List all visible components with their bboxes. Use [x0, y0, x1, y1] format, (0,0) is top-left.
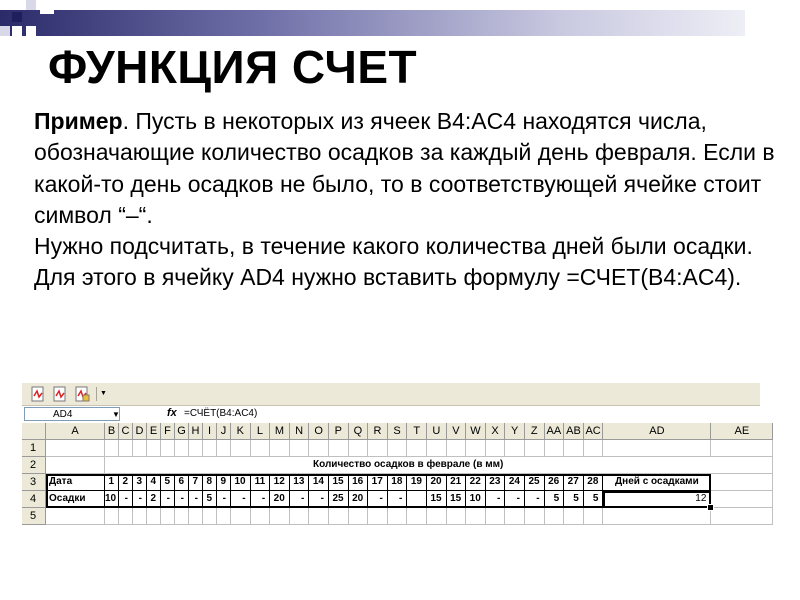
- cell-ad4-result[interactable]: 12: [603, 491, 711, 508]
- fill-handle[interactable]: [707, 504, 714, 511]
- cell-q5[interactable]: [349, 508, 369, 525]
- cell-s5[interactable]: [388, 508, 408, 525]
- deco-square-3: [40, 0, 54, 14]
- column-header-c[interactable]: C: [119, 423, 133, 440]
- cell-z1[interactable]: [525, 440, 545, 457]
- column-header-ab[interactable]: AB: [564, 423, 584, 440]
- cell-i1[interactable]: [203, 440, 217, 457]
- day-cell[interactable]: 25: [525, 474, 545, 491]
- cell-g5[interactable]: [175, 508, 189, 525]
- cell-t5[interactable]: [407, 508, 427, 525]
- precip-cell[interactable]: 15: [427, 491, 447, 508]
- deco-square-2: [26, 0, 36, 10]
- day-cell[interactable]: 20: [427, 474, 447, 491]
- slide-title: ФУНКЦИЯ СЧЕТ: [48, 41, 418, 93]
- column-header-f[interactable]: F: [161, 423, 175, 440]
- cell-a4-label[interactable]: Осадки: [46, 491, 105, 508]
- fx-icon[interactable]: fx: [167, 407, 177, 419]
- day-cell[interactable]: 12: [270, 474, 290, 491]
- cell-p1[interactable]: [329, 440, 349, 457]
- cell-o5[interactable]: [309, 508, 329, 525]
- day-cell[interactable]: 3: [133, 474, 147, 491]
- deco-square-6: [12, 26, 22, 36]
- name-box-dropdown-icon[interactable]: ▼: [112, 410, 120, 419]
- cell-ae4[interactable]: [711, 491, 773, 508]
- cell-p5[interactable]: [329, 508, 349, 525]
- name-box[interactable]: AD4: [24, 407, 120, 421]
- pdf-export-icon[interactable]: [52, 386, 68, 402]
- pdf-options-icon[interactable]: [74, 386, 90, 402]
- cell-i5[interactable]: [203, 508, 217, 525]
- day-cell[interactable]: 21: [447, 474, 467, 491]
- precip-cell[interactable]: -: [525, 491, 545, 508]
- deco-square-5: [26, 26, 36, 36]
- cell-c5[interactable]: [119, 508, 133, 525]
- precip-cell[interactable]: -: [119, 491, 133, 508]
- precip-cell[interactable]: -: [388, 491, 408, 508]
- cell-ab5[interactable]: [564, 508, 584, 525]
- cell-y5[interactable]: [505, 508, 525, 525]
- cell-a2[interactable]: [46, 457, 105, 474]
- day-cell[interactable]: 11: [251, 474, 271, 491]
- column-header-t[interactable]: T: [407, 423, 427, 440]
- cell-b1[interactable]: [105, 440, 119, 457]
- precip-cell[interactable]: 10: [466, 491, 486, 508]
- cell-ae5[interactable]: [711, 508, 773, 525]
- day-cell[interactable]: 14: [309, 474, 329, 491]
- column-header-u[interactable]: U: [427, 423, 447, 440]
- cell-n5[interactable]: [290, 508, 310, 525]
- precip-cell[interactable]: -: [161, 491, 175, 508]
- example-paragraph: [34, 106, 779, 231]
- cell-ad5[interactable]: [603, 508, 711, 525]
- day-cell[interactable]: 13: [290, 474, 310, 491]
- cell-t1[interactable]: [407, 440, 427, 457]
- day-cell[interactable]: 27: [564, 474, 584, 491]
- cell-x5[interactable]: [486, 508, 506, 525]
- cell-a3-label[interactable]: Дата: [46, 474, 105, 491]
- day-cell[interactable]: 10: [231, 474, 251, 491]
- cell-c1[interactable]: [119, 440, 133, 457]
- day-cell[interactable]: 2: [119, 474, 133, 491]
- cell-ae2[interactable]: [711, 457, 773, 474]
- cell-u5[interactable]: [427, 508, 447, 525]
- column-header-m[interactable]: M: [270, 423, 290, 440]
- precip-cell[interactable]: -: [175, 491, 189, 508]
- row-header-1[interactable]: 1: [22, 440, 46, 457]
- cell-h1[interactable]: [189, 440, 203, 457]
- deco-square-1: [12, 12, 22, 22]
- precip-cell[interactable]: [407, 491, 427, 508]
- precip-cell[interactable]: -: [133, 491, 147, 508]
- precip-cell[interactable]: 20: [349, 491, 369, 508]
- column-header-h[interactable]: H: [189, 423, 203, 440]
- precip-cell[interactable]: 5: [203, 491, 217, 508]
- column-header-aa[interactable]: AA: [545, 423, 565, 440]
- cell-j5[interactable]: [217, 508, 231, 525]
- cell-m5[interactable]: [270, 508, 290, 525]
- column-header-x[interactable]: X: [486, 423, 506, 440]
- precip-cell[interactable]: -: [368, 491, 388, 508]
- cell-m1[interactable]: [270, 440, 290, 457]
- chevron-down-icon[interactable]: ▼: [100, 390, 107, 397]
- column-header-a[interactable]: A: [46, 423, 105, 440]
- column-header-v[interactable]: V: [447, 423, 467, 440]
- day-cell[interactable]: 24: [505, 474, 525, 491]
- cell-r5[interactable]: [368, 508, 388, 525]
- day-cell[interactable]: 1: [105, 474, 119, 491]
- formula-input[interactable]: =СЧЁТ(B4:AC4): [184, 408, 258, 419]
- cell-e5[interactable]: [147, 508, 161, 525]
- row-header-5[interactable]: 5: [22, 508, 46, 525]
- cell-aa5[interactable]: [545, 508, 565, 525]
- column-header-w[interactable]: W: [466, 423, 486, 440]
- day-cell[interactable]: 18: [388, 474, 408, 491]
- cell-ad3-header[interactable]: Дней с осадками: [603, 474, 711, 491]
- example-text: . Пусть в некоторых из ячеек B4:AC4 находятся числа, обозначающие количество осадков за каждый день февраля. Если в какой-то день осадков не было, то в соответствующей ячейке стоит символ “–“.: [34, 108, 775, 228]
- column-header-p[interactable]: P: [329, 423, 349, 440]
- column-header-e[interactable]: E: [147, 423, 161, 440]
- column-header-ac[interactable]: AC: [584, 423, 604, 440]
- day-cell[interactable]: 26: [545, 474, 565, 491]
- pdf-icon[interactable]: [30, 386, 46, 402]
- precip-cell[interactable]: -: [505, 491, 525, 508]
- precip-cell[interactable]: 15: [447, 491, 467, 508]
- row-header-4[interactable]: 4: [22, 491, 46, 508]
- column-header-o[interactable]: O: [309, 423, 329, 440]
- deco-square-4: [0, 26, 10, 36]
- cell-d5[interactable]: [133, 508, 147, 525]
- column-header-j[interactable]: J: [217, 423, 231, 440]
- day-cell[interactable]: 19: [407, 474, 427, 491]
- cell-h5[interactable]: [189, 508, 203, 525]
- cell-ac5[interactable]: [584, 508, 604, 525]
- cell-ad1[interactable]: [603, 440, 711, 457]
- day-cell[interactable]: 6: [175, 474, 189, 491]
- spreadsheet-screenshot: [22, 383, 760, 528]
- day-cell[interactable]: 23: [486, 474, 506, 491]
- cell-n1[interactable]: [290, 440, 310, 457]
- cell-r1[interactable]: [368, 440, 388, 457]
- day-cell[interactable]: 16: [349, 474, 369, 491]
- cell-d1[interactable]: [133, 440, 147, 457]
- column-header-s[interactable]: S: [388, 423, 408, 440]
- precip-cell[interactable]: 5: [545, 491, 565, 508]
- column-header-k[interactable]: K: [231, 423, 251, 440]
- precip-cell[interactable]: 20: [270, 491, 290, 508]
- cell-o1[interactable]: [309, 440, 329, 457]
- column-header-z[interactable]: Z: [525, 423, 545, 440]
- column-header-y[interactable]: Y: [505, 423, 525, 440]
- cell-w1[interactable]: [466, 440, 486, 457]
- row-header-2[interactable]: 2: [22, 457, 46, 474]
- header-gradient-bar: [0, 10, 745, 36]
- column-header-r[interactable]: R: [368, 423, 388, 440]
- precip-cell[interactable]: 5: [584, 491, 604, 508]
- cell-g1[interactable]: [175, 440, 189, 457]
- column-header-ad[interactable]: AD: [603, 423, 711, 440]
- precip-cell[interactable]: -: [251, 491, 271, 508]
- precip-cell[interactable]: 10: [105, 491, 119, 508]
- day-cell[interactable]: 22: [466, 474, 486, 491]
- formula-bar: [22, 406, 760, 424]
- day-cell[interactable]: 17: [368, 474, 388, 491]
- toolbar: [22, 383, 760, 406]
- cell-b5[interactable]: [105, 508, 119, 525]
- select-all-corner[interactable]: [22, 423, 46, 440]
- task-paragraph: Нужно подсчитать, в течение какого количества дней были осадки.: [34, 233, 753, 260]
- cell-q1[interactable]: [349, 440, 369, 457]
- precip-cell[interactable]: -: [309, 491, 329, 508]
- cell-ac1[interactable]: [584, 440, 604, 457]
- day-cell[interactable]: 4: [147, 474, 161, 491]
- cell-a5[interactable]: [46, 508, 105, 525]
- cell-z5[interactable]: [525, 508, 545, 525]
- cell-w5[interactable]: [466, 508, 486, 525]
- precip-cell[interactable]: 25: [329, 491, 349, 508]
- row-header-3[interactable]: 3: [22, 474, 46, 491]
- cell-ae3[interactable]: [711, 474, 773, 491]
- precip-cell[interactable]: -: [290, 491, 310, 508]
- column-header-q[interactable]: Q: [349, 423, 369, 440]
- cell-k1[interactable]: [231, 440, 251, 457]
- column-header-l[interactable]: L: [251, 423, 271, 440]
- precip-cell[interactable]: -: [217, 491, 231, 508]
- example-label: Пример: [34, 108, 123, 134]
- cell-k5[interactable]: [231, 508, 251, 525]
- slide-body: [34, 106, 779, 294]
- cell-l5[interactable]: [251, 508, 271, 525]
- column-header-b[interactable]: B: [105, 423, 119, 440]
- table-title-cell[interactable]: Количество осадков в феврале (в мм): [105, 457, 711, 474]
- day-cell[interactable]: 9: [217, 474, 231, 491]
- column-header-d[interactable]: D: [133, 423, 147, 440]
- day-cell[interactable]: 28: [584, 474, 604, 491]
- precip-cell[interactable]: -: [486, 491, 506, 508]
- cell-aa1[interactable]: [545, 440, 565, 457]
- day-cell[interactable]: 8: [203, 474, 217, 491]
- column-header-n[interactable]: N: [290, 423, 310, 440]
- day-cell[interactable]: 5: [161, 474, 175, 491]
- column-header-g[interactable]: G: [175, 423, 189, 440]
- cell-f1[interactable]: [161, 440, 175, 457]
- day-cell[interactable]: 15: [329, 474, 349, 491]
- cell-j1[interactable]: [217, 440, 231, 457]
- cell-l1[interactable]: [251, 440, 271, 457]
- formula-paragraph: Для этого в ячейку AD4 нужно вставить формулу =СЧЕТ(B4:AC4).: [34, 264, 742, 291]
- precip-cell[interactable]: -: [231, 491, 251, 508]
- column-header-ae[interactable]: AE: [711, 423, 773, 440]
- column-header-i[interactable]: I: [203, 423, 217, 440]
- day-cell[interactable]: 7: [189, 474, 203, 491]
- cell-ab1[interactable]: [564, 440, 584, 457]
- cell-ae1[interactable]: [711, 440, 773, 457]
- toolbar-separator: [96, 387, 97, 401]
- precip-cell[interactable]: 2: [147, 491, 161, 508]
- precip-cell[interactable]: 5: [564, 491, 584, 508]
- cell-u1[interactable]: [427, 440, 447, 457]
- precip-cell[interactable]: -: [189, 491, 203, 508]
- cell-x1[interactable]: [486, 440, 506, 457]
- cell-f5[interactable]: [161, 508, 175, 525]
- cell-a1[interactable]: [46, 440, 105, 457]
- cell-v5[interactable]: [447, 508, 467, 525]
- cell-e1[interactable]: [147, 440, 161, 457]
- cell-s1[interactable]: [388, 440, 408, 457]
- cell-v1[interactable]: [447, 440, 467, 457]
- cell-y1[interactable]: [505, 440, 525, 457]
